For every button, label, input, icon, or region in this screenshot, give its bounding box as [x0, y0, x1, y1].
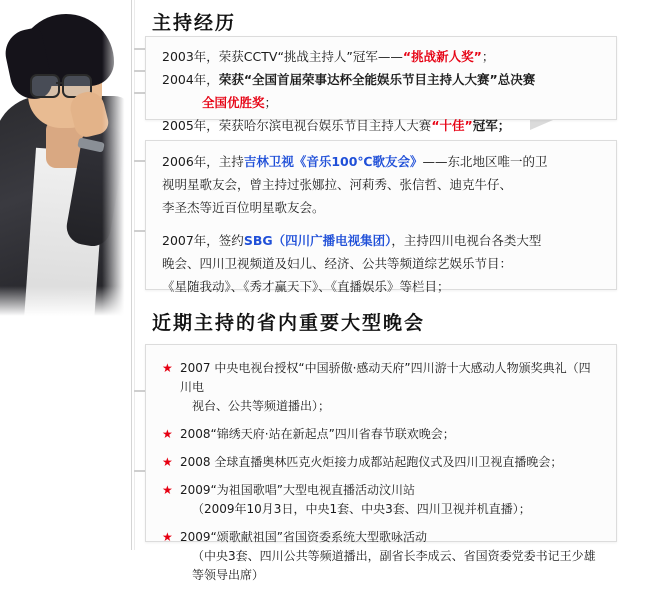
- career-2006-text-2: ——东北地区唯一的卫: [422, 154, 548, 169]
- award-entry-2005: [162, 116, 602, 136]
- career-2006-text-1: 2006年，主持: [162, 154, 244, 169]
- career-2007-line-3-text: 《星随我动》、《秀才赢天下》、《直播娱乐》等栏目；: [162, 279, 450, 294]
- award-entry-2004-punct: ；: [264, 95, 278, 110]
- list-item: [162, 425, 602, 444]
- hosting-career-panel-body: [146, 141, 616, 311]
- career-2006-line-1: [162, 151, 602, 172]
- page-title-recent-galas: 近期主持的省内重要大型晚会: [152, 312, 426, 334]
- recent-galas-panel: [145, 344, 617, 582]
- list-item-line: （中央3套、四川公共等频道播出，副省长李成云、省国资委党委书记王少雄等领导出席）: [192, 549, 596, 582]
- career-2006-line-2-text: 视明星歌友会，曾主持过张娜拉、河莉秀、张信哲、迪克牛仔、: [162, 177, 513, 192]
- award-entry-2005-highlight: “十佳”: [431, 118, 473, 133]
- career-2007-employer: SBG（四川广播电视集团）: [243, 233, 392, 248]
- list-item-line: （2009年10月3日，中央1套、中央3套、四川卫视并机直播）；: [192, 502, 531, 516]
- career-2007-line-3: [162, 276, 602, 297]
- star-icon: ★: [162, 427, 173, 441]
- host-portrait-photo: [0, 0, 128, 320]
- list-item: [162, 453, 602, 472]
- award-entry-2004-text-2: 荣获“全国首届荣事达杯全能娱乐节目主持人大赛”总决赛: [218, 72, 536, 87]
- page-title-hosting-experience: 主持经历: [152, 12, 237, 34]
- list-item: [162, 528, 602, 585]
- list-item: [162, 359, 602, 416]
- career-2007-line-2: [162, 253, 602, 274]
- career-2006-line-3-text: 李圣杰等近百位明星歌友会。: [162, 200, 325, 215]
- award-entry-2004-highlight: 全国优胜奖: [202, 95, 265, 110]
- list-item-line: 2007 中央电视台授权“中国骄傲·感动天府”四川游十大感动人物颁奖典礼（四川电: [180, 361, 591, 394]
- photo-fade-right: [102, 0, 128, 320]
- star-icon: ★: [162, 361, 173, 375]
- career-2006-line-3: [162, 197, 602, 218]
- star-icon: ★: [162, 483, 173, 497]
- star-icon: ★: [162, 455, 173, 469]
- career-2007-line-1: [162, 230, 602, 251]
- award-entry-2004: [162, 70, 602, 90]
- hosting-awards-panel: [145, 36, 617, 133]
- list-item-line: 2008 全球直播奥林匹克火炬接力成都站起跑仪式及四川卫视直播晚会；: [180, 455, 563, 469]
- award-entry-2003-text-2: ；: [481, 49, 495, 64]
- star-icon: ★: [162, 530, 173, 544]
- award-entry-2004-text-1: 2004年，: [162, 72, 219, 87]
- list-item-line: 视台、公共等频道播出）；: [192, 399, 331, 413]
- career-2007-text-1: 2007年，签约: [162, 233, 244, 248]
- award-entry-2003-highlight: “挑战新人奖”: [402, 49, 482, 64]
- list-item: [162, 481, 602, 519]
- glasses-left-lens-icon: [30, 74, 60, 98]
- vertical-divider-secondary: [134, 0, 135, 550]
- list-item-line: 2008“锦绣天府·站在新起点”四川省春节联欢晚会；: [180, 427, 455, 441]
- photo-fade-bottom: [0, 286, 128, 320]
- list-item-line: 2009“颂歌献祖国”省国资委系统大型歌咏活动: [180, 530, 427, 544]
- award-entry-2003: [162, 47, 602, 67]
- award-entry-2005-text-1: 2005年，荣获哈尔滨电视台娱乐节目主持人大赛: [162, 118, 432, 133]
- hosting-career-panel: [145, 140, 617, 294]
- career-2006-line-2: [162, 174, 602, 195]
- career-2006-program: 吉林卫视《音乐100℃歌友会》: [243, 154, 423, 169]
- career-2007-text-2: ，主持四川电视台各类大型: [391, 233, 542, 248]
- career-2007-line-2-text: 晚会、四川卫视频道及妇儿、经济、公共等频道综艺娱乐节目：: [162, 256, 513, 271]
- award-entry-2005-text-2: 冠军；: [472, 118, 511, 133]
- vertical-divider: [131, 0, 132, 550]
- award-entry-2003-text-1: 2003年，荣获CCTV“挑战主持人”冠军——: [162, 49, 403, 64]
- glasses-bridge-icon: [56, 82, 64, 84]
- hosting-awards-panel-body: [146, 37, 616, 151]
- award-entry-2004-cont: [162, 93, 602, 113]
- recent-galas-panel-body: [146, 345, 616, 597]
- list-item-line: 2009“为祖国歌唱”大型电视直播活动汶川站: [180, 483, 415, 497]
